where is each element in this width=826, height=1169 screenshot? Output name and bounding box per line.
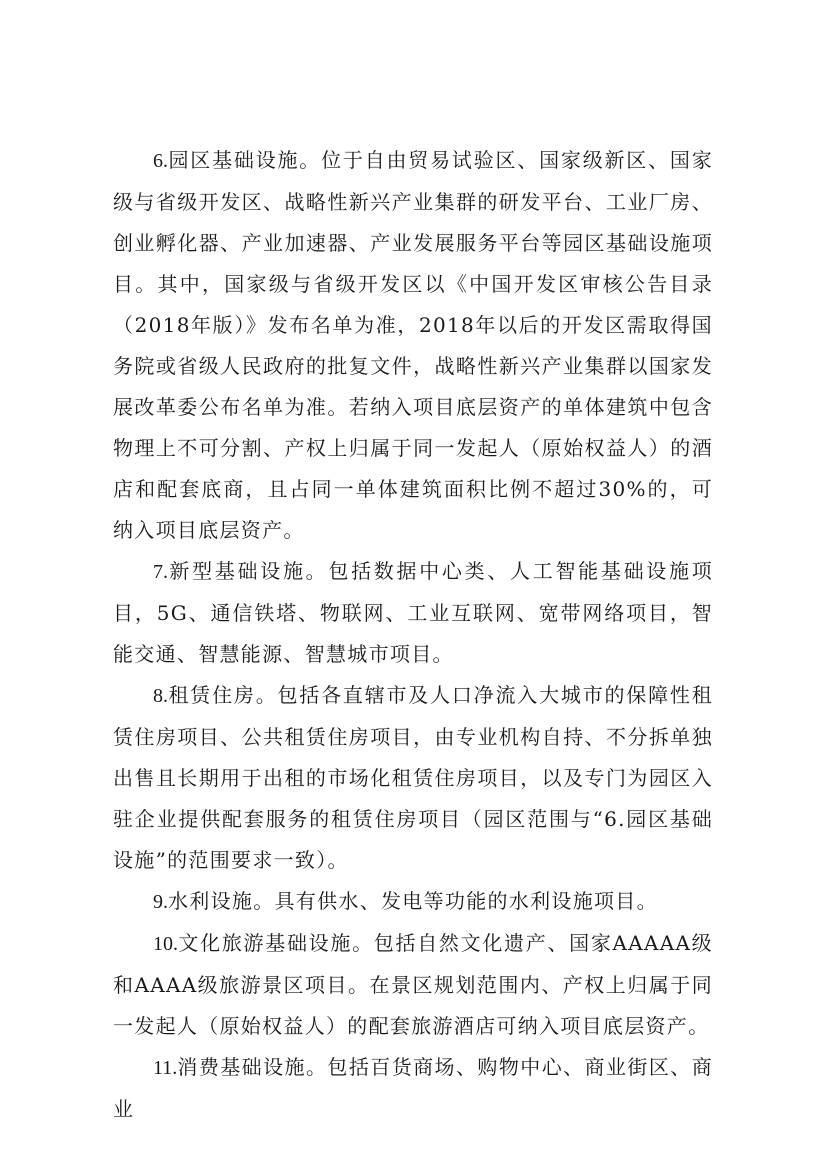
paragraph-number: 10. (153, 933, 178, 955)
paragraph-9-water-facilities (113, 881, 713, 923)
paragraph-text: 消费基础设施。包括百货商场、购物中心、商业街区、商业 (113, 1055, 713, 1121)
paragraph-number: 9. (153, 891, 168, 913)
paragraph-number: 7. (153, 561, 168, 583)
paragraph-number: 8. (153, 685, 168, 707)
paragraph-6-park-infrastructure (113, 140, 713, 551)
paragraph-number: 11. (153, 1057, 178, 1079)
paragraph-11-consumer-infrastructure (113, 1047, 713, 1130)
paragraph-text: 园区基础设施。位于自由贸易试验区、国家级新区、国家级与省级开发区、战略性新兴产业集群的研发平台、工业厂房、创业孵化器、产业加速器、产业发展服务平台等园区基础设施项目。其中，国家级与省级开发区以《中国开发区审核公告目录（2018年版）》发布名单为准，2018年以后的开发区需取得国务院或省级人民政府的批复文件，战略性新兴产业集群以国家发展改革委公布名单为准。若纳入项目底层资产的单体建筑中包含物理上不可分割、产权上归属于同一发起人（原始权益人）的酒店和配套底商，且占同一单体建筑面积比例不超过30%的，可纳入项目底层资产。 (113, 148, 713, 542)
paragraph-text: 水利设施。具有供水、发电等功能的水利设施项目。 (168, 889, 658, 913)
paragraph-7-new-infrastructure (113, 551, 713, 675)
paragraph-10-cultural-tourism (113, 923, 713, 1047)
paragraph-text: 新型基础设施。包括数据中心类、人工智能基础设施项目，5G、通信铁塔、物联网、工业互联网、宽带网络项目，智能交通、智慧能源、智慧城市项目。 (113, 559, 713, 666)
document-page (113, 140, 713, 1130)
paragraph-text: 文化旅游基础设施。包括自然文化遗产、国家AAAAA级和AAAA级旅游景区项目。在景区规划范围内、产权上归属于同一发起人（原始权益人）的配套旅游酒店可纳入项目底层资产。 (113, 931, 713, 1038)
paragraph-8-rental-housing (113, 675, 713, 881)
paragraph-text: 租赁住房。包括各直辖市及人口净流入大城市的保障性租赁住房项目、公共租赁住房项目，由专业机构自持、不分拆单独出售且长期用于出租的市场化租赁住房项目，以及专门为园区入驻企业提供配套服务的租赁住房项目（园区范围与“6.园区基础设施”的范围要求一致）。 (113, 683, 713, 872)
paragraph-number: 6. (153, 150, 168, 172)
